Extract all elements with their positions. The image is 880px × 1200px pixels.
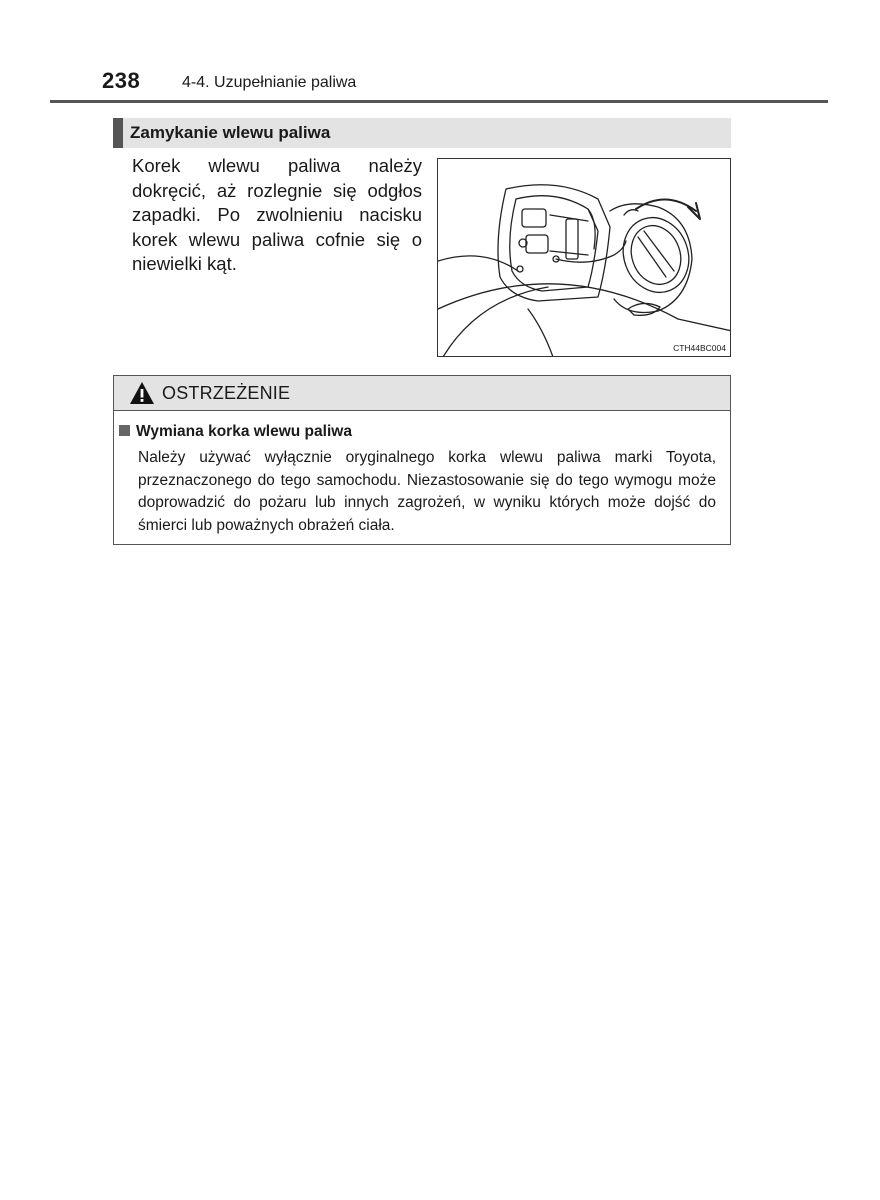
section-path: 4-4. Uzupełnianie paliwa [182, 74, 357, 91]
bullet-square-icon [119, 425, 130, 436]
section-title-band [113, 118, 731, 148]
warning-subtitle: Wymiana korka wlewu paliwa [136, 423, 352, 440]
warning-text: Należy używać wyłącznie oryginalnego korka wlewu paliwa marki Toyota, przeznaczonego do tego samochodu. Niezastosowanie się do tego wymogu może doprowadzić do pożaru lub innych zagrożeń, w wyniku których może dojść do śmierci lub poważnych obrażeń ciała. [138, 449, 716, 534]
warning-header [114, 376, 730, 411]
section-title-bar [113, 118, 123, 148]
page-number: 238 [102, 68, 141, 93]
warning-title: OSTRZEŻENIE [162, 383, 291, 403]
warning-triangle-icon [129, 381, 155, 410]
figure-code: CTH44BC004 [673, 343, 726, 353]
page-header [0, 0, 880, 104]
warning-subtitle-row [119, 423, 352, 441]
fuel-cap-figure [437, 158, 731, 357]
fuel-cap-illustration [438, 159, 731, 357]
section-paragraph: Korek wlewu paliwa należy dokręcić, aż rozlegnie się odgłos zapadki. Po zwolnieniu nacisku korek wlewu paliwa cofnie się o niewielki kąt. [132, 155, 422, 275]
header-divider [50, 100, 828, 103]
section-title: Zamykanie wlewu paliwa [130, 123, 331, 142]
warning-box [113, 375, 731, 545]
